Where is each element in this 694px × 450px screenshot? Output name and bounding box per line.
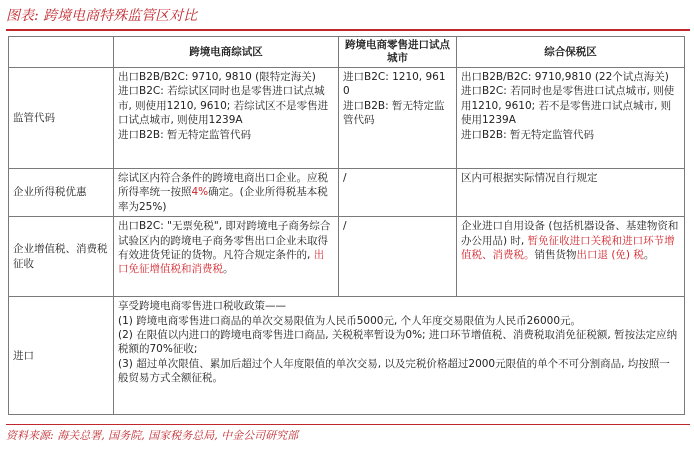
income-tax-text-post: 确定。(企业所得税基本税率为25%) <box>118 186 328 213</box>
codes-col2-line1: 进口B2C: 1210, 9610 <box>343 71 446 98</box>
chart-title: 图表: 跨境电商特殊监管区对比 <box>6 3 690 31</box>
vat-col3-highlight1: 暂免征收进口关税和进口环节增值税、消费税。 <box>461 234 675 262</box>
vat-col3-mid: 销售货物 <box>534 249 577 262</box>
header-blank <box>9 37 114 68</box>
vat-col3-highlight2: 出口退 (免) 税 <box>576 249 644 262</box>
cell-vat-bonded <box>457 217 685 297</box>
cell-income-tax-comprehensive <box>114 169 339 217</box>
import-item-3: (3) 超过单次限值、累加后超过个人年度限值的单次交易, 以及完税价格超过2000元限值的单个不可分割商品, 均按照一般贸易方式全额征税。 <box>118 357 670 385</box>
row-label-import: 进口 <box>9 297 114 415</box>
table-row-vat <box>9 217 685 297</box>
income-tax-highlight: 4% <box>191 186 209 199</box>
codes-col3-line1: 出口B2B/B2C: 9710,9810 (22个试点海关) <box>461 71 669 83</box>
codes-col3-line2: 进口B2C: 若同时也是零售进口试点城市, 则使用1210, 9610; 若不是零售进口试点城市, 则使用1239A <box>461 85 675 127</box>
vat-col1-highlight: 出口免征增值税和消费税 <box>118 249 325 276</box>
table-row-income-tax <box>9 169 685 217</box>
cell-import-policy <box>114 297 685 415</box>
income-tax-text-pre: 综试区内符合条件的跨境电商出口企业。应税所得率统一按照 <box>118 172 328 199</box>
codes-col3-line3: 进口B2B: 暂无特定监管代码 <box>461 128 594 141</box>
codes-col1-line3: 进口B2B: 暂无特定监管代码 <box>118 128 251 141</box>
row-label-codes: 监管代码 <box>9 68 114 169</box>
header-bonded-zone: 综合保税区 <box>457 37 685 68</box>
import-intro: 享受跨境电商零售进口税收政策—— <box>118 300 286 313</box>
cell-income-tax-pilot: / <box>339 169 457 217</box>
cell-codes-comprehensive <box>114 68 339 169</box>
vat-col3-pre: 企业进口自用设备 (包括机器设备、基建物资和办公用品) 时, <box>461 220 679 247</box>
cell-vat-comprehensive <box>114 217 339 297</box>
header-pilot-city: 跨境电商零售进口试点城市 <box>339 37 457 68</box>
import-item-1: (1) 跨境电商零售进口商品的单次交易限值为人民币5000元, 个人年度交易限值为人民币26000元。 <box>118 314 582 327</box>
cell-codes-bonded <box>457 68 685 169</box>
table-row-import <box>9 297 685 415</box>
vat-col3-post: 。 <box>643 249 655 262</box>
cell-income-tax-bonded: 区内可根据实际情况自行规定 <box>457 169 685 217</box>
import-item-2: (2) 在限值以内进口的跨境电商零售进口商品, 关税税率暂设为0%; 进口环节增值税、消费税取消免征税额, 暂按法定应纳税额的70%征收; <box>118 329 678 356</box>
vat-col1-post: 。 <box>223 263 234 276</box>
header-comprehensive-zone: 跨境电商综试区 <box>114 37 339 68</box>
row-label-income-tax: 企业所得税优惠 <box>9 169 114 217</box>
cell-vat-pilot: / <box>339 217 457 297</box>
codes-col2-line2: 进口B2B: 暂无特定监管代码 <box>343 99 445 127</box>
cell-codes-pilot <box>339 68 457 169</box>
row-label-vat: 企业增值税、消费税征收 <box>9 217 114 297</box>
source-note: 资料来源: 海关总署, 国务院, 国家税务总局, 中金公司研究部 <box>6 424 690 447</box>
codes-col1-line1: 出口B2B/B2C: 9710, 9810 (限特定海关) <box>118 71 316 83</box>
codes-col1-line2: 进口B2C: 若综试区同时也是零售进口试点城市, 则使用1210, 9610; 若综试区不是零售进口试点城市, 则使用1239A <box>118 85 329 127</box>
comparison-table <box>8 36 685 415</box>
vat-col1-pre: 出口B2C: "无票免税", 即对跨境电子商务综合试验区内的跨境电子商务零售出口企业未取得有效进货凭证的货物。凡符合规定条件的, <box>118 220 331 262</box>
table-row-codes <box>9 68 685 169</box>
table-header-row <box>9 37 685 68</box>
